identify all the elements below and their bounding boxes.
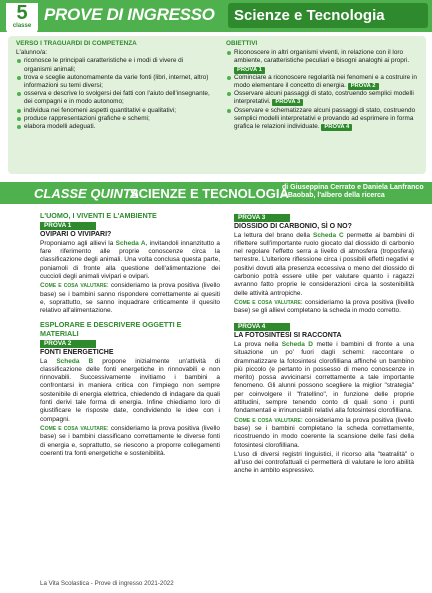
text-span: permette ai bambini di riflettere sull'importante ruolo giocato dal diossido di carbonio nel regolare l'effetto serra a livello di atmosfera (troposfera) terrestre. L'ulteriore riflessione circa i possibili effetti negativi e positivi dovuti alla presenza eccessiva o meno del diossido di carbonio potrà essere utile per valutare quanto i ragazzi avranno fatto proprie le considerazioni circa la sostenibilità delle attività antropiche. (234, 231, 414, 297)
list-item: elabora modelli adeguati. (16, 123, 212, 131)
objective-text: Osservare e schematizzare alcuni passaggi di stato, costruendo semplici modelli interpretativi e provando ad esprimere in forma grafica le relazioni individuate. (234, 106, 416, 131)
page-header (0, 0, 432, 32)
text-span: La prova nella (234, 340, 279, 348)
book-title: Il Baobab, l'albero della ricerca (282, 192, 385, 199)
subject-title: Scienze e Tecnologia (228, 3, 428, 28)
competence-intro: L'alunno/a: (16, 49, 48, 57)
section-title: ESPLORARE E DESCRIVERE OGGETTI E MATERIALI (40, 320, 182, 338)
prova-tag: PROVA 4 (321, 124, 352, 131)
objective-text: Osservare alcuni passaggi di stato, costruendo semplici modelli interpretativi. (234, 90, 414, 106)
list-item (226, 49, 420, 74)
text-span: mette i bambini di fronte a una situazione un po' fuori dagli schemi: raccontare o drammatizzare la fotosintesi clorofilliana affinché un bambino più piccolo (e pertanto in possesso di meno conoscenze in merito) possa avvicinarsi correttamente a tale importante fenomeno. Gli alunni possono scegliere la miglior "strategia" per coinvolgere il "fratellino", in funzione delle proprie attitudini, sempre tenendo conto di quali sono i punti fondamentali e irrinunciabili relativi alla fotosintesi clorofilliana. (234, 340, 414, 415)
list-item: trova e sceglie autonomamente da varie fonti (libri, internet, altro) informazioni su temi diversi; (16, 74, 212, 90)
text-span: propone inizialmente un'attività di classificazione delle fonti energetiche in rinnovabili e non rinnovabili. Successivamente invitiamo i bambini a confrontarsi in maniera critica con l'impiego non sempre sostenibile di energia elettrica, chiedendo di indagare da quali fonti derivi tale forma di energia. Infine chiediamo loro di giustificare le risposte date, condividendo le idee con i compagni. (40, 357, 220, 423)
evaluation-paragraph (40, 425, 220, 458)
paragraph (234, 341, 414, 416)
objectives-list (226, 49, 420, 131)
class-band (0, 182, 432, 204)
text-span: La lettura del brano della (234, 231, 311, 239)
paragraph (40, 358, 220, 424)
prova-title: DIOSSIDO DI CARBONIO, SÌ O NO? (234, 223, 352, 230)
prova-tag: PROVA 2 (40, 340, 96, 348)
prova-title: OVIPARI O VIVIPARI? (40, 231, 112, 239)
text-span: : consideriamo la prova positiva (livello base) se i bambini sanno rispondere correttamente ai quesiti e, soprattutto, se sanno inquadrare criticamente il quesito relativo all'alimentazione. (40, 282, 220, 315)
paragraph: L'uso di diversi registri linguistici, il ricorso alla "teatralità" o all'uso dei controfattuali ci permetterà di valutare le loro abilità anche in ambito espressivo. (234, 450, 414, 475)
objectives-heading: OBIETTIVI (226, 40, 258, 47)
evaluation-paragraph (234, 417, 414, 450)
grade-badge (6, 3, 38, 33)
band-subject: SCIENZE E TECNOLOGIA (130, 186, 289, 201)
text-span: : consideriamo la prova positiva (livello base) se gli allievi completano la scheda in modo corretto. (234, 298, 414, 315)
authors-text: di Giuseppina Cerrato e Daniela Lanfranco (282, 184, 424, 191)
objective-text: Riconoscere in altri organismi viventi, in relazione con il loro ambiente, caratteristiche peculiari e bisogni analoghi ai propri. (234, 49, 410, 65)
prova-tag: PROVA 1 (40, 222, 96, 230)
list-item: osserva e descrive lo svolgersi dei fatti con l'aiuto dell'insegnante, dei compagni e in modo autonomo; (16, 90, 212, 106)
paragraph (234, 232, 414, 298)
objective-text: Cominciare a riconoscere regolarità nei fenomeni e a costruire in modo elementare il concetto di energia. (234, 73, 417, 90)
class-label: CLASSE QUINTA (34, 186, 140, 201)
scheda-ref: Scheda B (56, 357, 94, 365)
text-span: Proponiamo agli allievi la (40, 239, 114, 247)
right-text-column (234, 212, 414, 477)
competence-heading: VERSO I TRAGUARDI DI COMPETENZA (16, 40, 137, 47)
evaluation-paragraph (40, 282, 220, 315)
list-item: produce rappresentazioni grafiche e schemi; (16, 115, 212, 123)
grade-number: 5 (16, 2, 28, 24)
list-item (226, 90, 420, 106)
list-item (226, 74, 420, 90)
competence-list (16, 57, 212, 131)
competence-column (16, 40, 212, 131)
objectives-column (226, 40, 420, 131)
evaluation-label: Come e cosa valutare (40, 282, 107, 290)
section-title: L'UOMO, I VIVENTI E L'AMBIENTE (40, 211, 157, 220)
prova-tag: PROVA 3 (234, 214, 290, 222)
text-span: : consideriamo la prova positiva (livello base) se i bambini completano la scheda correttamente, ricostruendo in modo coerente la scansione delle fasi della fotosintesi clorofilliana. (234, 416, 414, 449)
prova-title: LA FOTOSINTESI SI RACCONTA (234, 332, 342, 340)
list-item (226, 107, 420, 132)
prova-tag: PROVA 3 (272, 99, 303, 106)
prova-tag: PROVA 1 (234, 67, 265, 74)
grade-label: classe (12, 23, 32, 29)
prova-tag: PROVA 4 (234, 323, 290, 331)
scheda-ref: Scheda C (312, 231, 344, 239)
page-footer: La Vita Scolastica - Prove di ingresso 2021-2022 (40, 580, 174, 587)
text-span: : consideriamo la prova positiva (livello base) se i bambini classificano correttamente le diverse fonti di energia e, soprattutto, se riescono a proporre collegamenti coerenti tra fonti energetiche e sostenibilità. (40, 424, 220, 457)
list-item: riconosce le principali caratteristiche e i modi di vivere di organismi animali; (16, 57, 212, 73)
band-authors (282, 184, 430, 200)
paragraph (40, 240, 220, 281)
left-text-column (40, 212, 220, 459)
objectives-box (8, 36, 426, 174)
text-span: , invitandoli innanzitutto a fare riferimento alle proprie conoscenze circa la classificazione degli animali. Una volta conclusa questa parte, poniamoli di fronte alla questione dell'alimentazione dei cuccioli degli animali vivipari e ovipari. (40, 239, 220, 280)
list-item: individua nei fenomeni aspetti quantitativi e qualitativi; (16, 107, 212, 115)
evaluation-label: Come e cosa valutare (234, 416, 301, 424)
text-span: La (40, 357, 48, 365)
page-title: PROVE DI INGRESSO (44, 5, 215, 24)
scheda-ref: Scheda A (115, 239, 146, 247)
evaluation-paragraph (234, 299, 414, 316)
prova-title: FONTI ENERGETICHE (40, 349, 114, 357)
scheda-ref: Scheda D (281, 340, 313, 348)
prova-tag: PROVA 2 (348, 83, 379, 90)
evaluation-label: Come e cosa valutare (40, 424, 107, 432)
evaluation-label: Come e cosa valutare (234, 298, 301, 306)
